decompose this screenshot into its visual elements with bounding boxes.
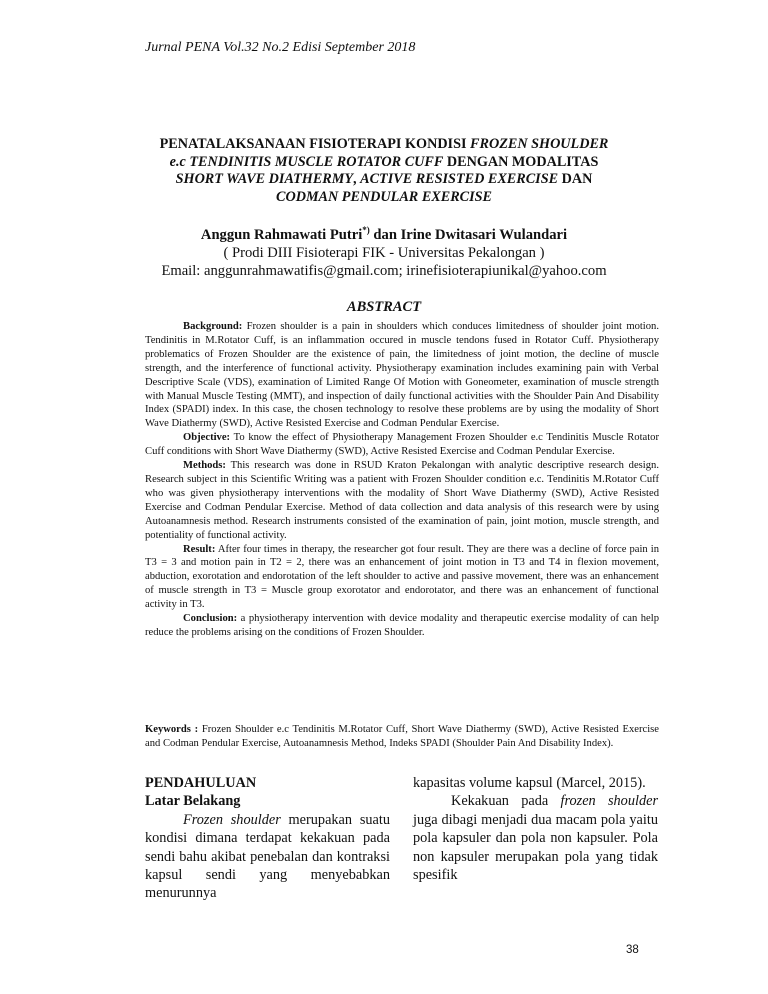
abstract-objective: Objective: To know the effect of Physiotherapy Management Frozen Shoulder e.c Tendinitis Muscle Rotator Cuff conditions with Short Wave Diathermy (SWD), Active Resisted Exercise and Codman Pendular Exercise. [145, 432, 659, 458]
author-affiliation: ( Prodi DIII Fisioterapi FIK - Universitas Pekalongan ) [223, 244, 545, 261]
title-line-2: e.c TENDINITIS MUSCLE ROTATOR CUFF DENGAN MODALITAS [169, 153, 599, 170]
title-line-1: PENATALAKSANAAN FISIOTERAPI KONDISI FROZEN SHOULDER [159, 136, 609, 152]
abstract-background: Background: Frozen shoulder is a pain in shoulders which conduces limitedness of shoulder joint motion. Tendinitis in M.Rotator Cuff, is an inflammation occured in muscle tendons fused in Rotator Cuff. Physiotherapy problematics of Frozen Shoulder are the existence of pain, the limitedness of joint motion, the decline of muscle strength, and the interference of functional activity. Physiotherapy examination includes examining pain with Verbal Descriptive Scale (VDS), examination of Limited Range Of Motion with Goneometer, examination of muscle strength with Manual Muscle Testing (MMT), and inspection of daily functional activities with the Shoulder Pain And Disability Index (SPADI) index. In this case, the chosen technology to resolve these problems are by using the modality of Short Wave Diathermy (SWD), Active Resisted Exercise and Codman Pendular Exercise. [145, 321, 659, 430]
abstract-heading: ABSTRACT [346, 299, 422, 315]
body-column-left [145, 774, 390, 903]
author-email: Email: anggunrahmawatifis@gmail.com; irinefisioterapiunikal@yahoo.com [161, 262, 607, 279]
title-line-4: CODMAN PENDULAR EXERCISE [275, 188, 493, 205]
section-heading: PENDAHULUAN [145, 775, 257, 791]
abstract-body [145, 320, 659, 640]
paper-title [120, 136, 648, 206]
body-column-right [413, 774, 658, 884]
abstract-result: Result: After four times in therapy, the researcher got four result. They are there was a decline of force pain in T3 = 3 and motion pain in T2 = 2, there was an enhancement of joint motion in T3 and T4 in flexion movement, abduction, exorotation and endorotation of the left shoulder to active and passive movement, there was an enhancement of muscle strength in T3 = Muscle group exorotator and endorotator, and there was an enhancement of functional activity in T3. [145, 543, 659, 611]
body-paragraph: kapasitas volume kapsul (Marcel, 2015). [413, 775, 646, 791]
journal-header: Jurnal PENA Vol.32 No.2 Edisi September 2018 [145, 40, 416, 55]
body-paragraph: Kekakuan pada frozen shoulder juga dibagi menjadi dua macam pola yaitu pola kapsuler dan pola non kapsuler. Pola non kapsuler merupakan pola yang tidak spesifik [413, 793, 659, 884]
body-paragraph: Frozen shoulder merupakan suatu kondisi dimana terdapat kekakuan pada sendi bahu akibat penebalan dan kontraksi kapsul sendi yang menyebabkan menurunnya [145, 811, 390, 902]
authors-block [100, 221, 668, 280]
subsection-heading: Latar Belakang [145, 793, 241, 810]
title-line-3: SHORT WAVE DIATHERMY, ACTIVE RESISTED EXERCISE DAN [175, 171, 593, 187]
abstract-methods: Methods: This research was done in RSUD Kraton Pekalongan with analytic descriptive research design. Research subject in this Scientific Writing was a patient with Frozen Shoulder condition e.c. Tendinitis M.Rotator Cuff who was given physiotherapy interventions with the modality of Short Wave Diathermy (SWD), Active Resisted Exercise and Codman Pendular Exercise. Method of data collection and data analysis of this research were by using Autoanamnesis method. Research instruments consisted of the examination of pain, joint motion, muscle strength, and potentiality of functional activity. [145, 460, 659, 541]
keywords: Keywords : Frozen Shoulder e.c Tendinitis M.Rotator Cuff, Short Wave Diathermy (SWD), Active Resisted Exercise and Codman Pendular Exercise, Autoanamnesis Method, Indeks SPADI (Shoulder Pain And Disability Index). [145, 724, 659, 749]
abstract-conclusion: Conclusion: a physiotherapy intervention with device modality and therapeutic exercise modality of can help reduce the problems arising on the conditions of Frozen Shoulder. [145, 613, 659, 638]
author-names: Anggun Rahmawati Putri*) dan Irine Dwitasari Wulandari [200, 225, 568, 243]
page-number: 38 [626, 944, 639, 956]
